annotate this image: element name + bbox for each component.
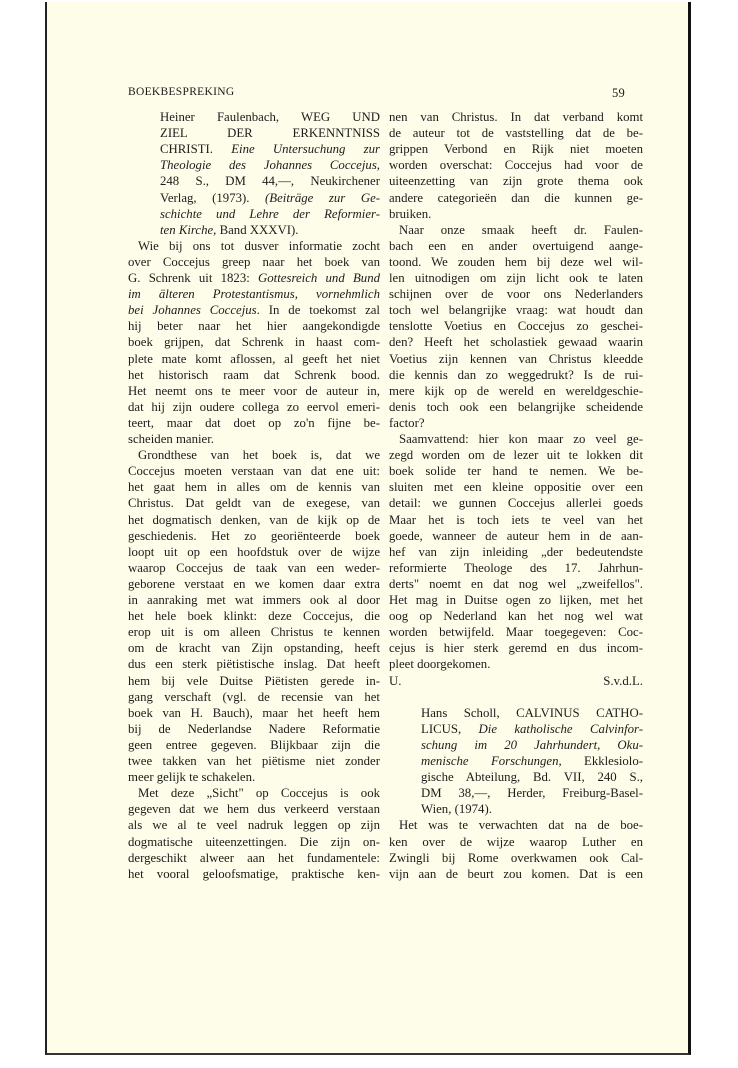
text-line <box>128 673 380 689</box>
text-line <box>128 544 380 560</box>
text-line <box>389 367 643 383</box>
text-line <box>389 270 643 286</box>
text-segment: boek van H. Bauch), maar het heeft hem <box>128 705 380 720</box>
text-line <box>389 656 643 672</box>
text-segment: vijn aan de beurt zou komen. Dat is een <box>389 866 643 881</box>
text-line <box>128 656 380 672</box>
italic-title-segment: ten Kirche, <box>160 222 217 237</box>
text-segment: plete mate komt aflossen, al geeft het niet <box>128 351 380 366</box>
citation-line <box>160 157 380 173</box>
text-segment: het historisch raam dat Schrenk bood. <box>128 367 380 382</box>
text-line <box>389 817 643 833</box>
text-segment: mere kijk op de wereld en wereldgeschie- <box>389 383 643 398</box>
citation-line <box>160 190 380 206</box>
text-line <box>389 560 643 576</box>
text-segment: gang verschaft (vgl. de recensie van het <box>128 689 380 704</box>
text-segment: uiteenzetting van zijn grote thema ook <box>389 174 643 189</box>
text-segment: die kennis dan zo weggedrukt? Is de rui- <box>389 367 643 382</box>
text-line <box>128 270 380 286</box>
text-segment: teert, maar dat doet op zo'n fijne be- <box>128 415 380 430</box>
citation-line <box>421 785 643 801</box>
text-line <box>128 866 380 882</box>
text-line <box>389 334 643 350</box>
text-segment: gegeven dat we hem dus verkeerd verstaan <box>128 802 380 817</box>
text-line <box>389 125 643 141</box>
text-segment: bij de Nederlandse Nadere Reformatie <box>128 721 380 736</box>
text-line <box>389 222 643 238</box>
italic-title-segment: menische Forschungen, <box>421 754 562 768</box>
text-line <box>128 367 380 383</box>
text-line <box>389 576 643 592</box>
page-number: 59 <box>612 86 626 100</box>
text-line <box>128 463 380 479</box>
text-line <box>389 302 643 318</box>
text-line <box>128 528 380 544</box>
citation-line <box>421 705 643 721</box>
text-line <box>128 689 380 705</box>
text-segment: boek solide ter hand te nemen. We be- <box>389 464 643 479</box>
running-title: BOEKBESPREKING <box>128 86 235 98</box>
italic-title-segment: schichte und Lehre der Reformier- <box>160 206 380 221</box>
text-line <box>389 157 643 173</box>
text-segment: in aanraking met wat immers ook al door <box>128 593 380 607</box>
text-line <box>128 318 380 334</box>
text-segment: hef van zijn inleiding „der bedeutendste <box>389 544 643 559</box>
text-segment: Coccejus moeten verstaan van dat ene uit: <box>128 464 380 479</box>
citation-line <box>160 109 380 125</box>
text-segment: . In de toekomst zal <box>256 303 380 318</box>
text-segment: Christus. Dat geldt van de exegese, van <box>128 496 380 511</box>
text-segment: meer gelijk te schakelen. <box>128 770 256 785</box>
citation-line <box>421 753 643 769</box>
citation-line <box>421 801 643 817</box>
text-segment: CHRISTI. <box>160 142 232 157</box>
text-line <box>128 399 380 415</box>
text-segment: over Coccejus greep naar het boek van <box>128 254 380 269</box>
text-line <box>389 608 643 624</box>
text-segment: Ekklesiolo- <box>561 754 643 768</box>
text-segment: bach een en ander overtuigend aange- <box>389 238 643 253</box>
text-segment: Zwingli bij Rome overkwamen ook Cal- <box>389 850 643 865</box>
text-line <box>389 479 643 495</box>
text-line <box>389 254 643 270</box>
text-segment: als we al te veel nadruk leggen op zijn <box>128 818 380 833</box>
text-segment: factor? <box>389 415 425 430</box>
text-segment: detail: we gunnen Coccejus allerlei goeds <box>389 496 643 511</box>
italic-title-segment: schung im 20 Jahrhundert, Oku- <box>421 737 643 752</box>
text-line <box>389 286 643 302</box>
text-line <box>128 834 380 850</box>
text-segment: hem bij vele Duitse Piëtisten gerede in- <box>128 673 380 688</box>
text-line <box>128 576 380 592</box>
text-segment: worden overschat: Coccejus had voor de <box>389 158 643 173</box>
text-segment: Wie bij ons tot dusver informatie zocht <box>138 238 380 253</box>
citation-line <box>160 173 380 189</box>
text-line <box>389 415 643 431</box>
text-segment: worden betwijfeld. Maar toegegeven: Coc- <box>389 625 643 640</box>
text-line <box>128 592 380 608</box>
text-line <box>128 721 380 737</box>
text-line <box>128 769 380 785</box>
text-line <box>389 238 643 254</box>
text-segment: sluiten met een kleine oppositie over een <box>389 480 643 495</box>
text-segment: dat hij zijn oudere collega zo eervol emeri- <box>128 399 380 414</box>
text-segment: toch wel belangrijke vraag: wat houdt dan <box>389 303 643 318</box>
citation-line <box>421 737 643 753</box>
text-segment: het hele boek klinkt: deze Coccejus, die <box>128 609 380 624</box>
text-segment: het dogmatisch denken, van de kijk op de <box>128 512 380 527</box>
text-line <box>389 463 643 479</box>
text-line <box>389 190 643 206</box>
text-line <box>389 447 643 463</box>
text-line <box>128 850 380 866</box>
text-segment: geborene verstaat en we komen daar extra <box>128 576 380 591</box>
italic-title-segment: Theologie des Johannes Coccejus, <box>160 158 380 173</box>
text-segment: Saamvattend: hier kon maar zo veel ge- <box>399 432 643 446</box>
text-segment: Het neemt ons te meer voor de auteur in, <box>128 383 380 398</box>
text-segment: Band XXXVI). <box>216 222 299 237</box>
text-segment: waarop Coccejus de taak van een weder- <box>128 560 380 575</box>
text-line <box>128 415 380 431</box>
text-line <box>128 383 380 399</box>
text-line <box>128 785 380 801</box>
text-line <box>128 753 380 769</box>
text-segment: twee takken van het piëtisme niet zonder <box>128 754 380 768</box>
text-line <box>128 334 380 350</box>
text-segment: oog op Nederland kan het nog wel wat <box>389 609 643 624</box>
text-segment: nen van Christus. In dat verband komt <box>389 110 643 124</box>
text-line <box>128 495 380 511</box>
text-line <box>128 479 380 495</box>
text-segment: schijnen over de voor ons Nederlanders <box>389 287 643 302</box>
text-line <box>389 206 643 222</box>
text-line <box>128 608 380 624</box>
text-line <box>128 640 380 656</box>
text-segment: toond. We zouden hem bij deze wel wil- <box>389 254 643 269</box>
text-segment: om de kracht van Zijn opstanding, heeft <box>128 641 380 656</box>
text-segment: tenslotte Voetius en Coccejus zo geschei- <box>389 319 643 334</box>
text-segment: Het mag in Duitse ogen zo lijken, met het <box>389 593 643 607</box>
text-segment: Heiner Faulenbach, WEG UND <box>160 110 380 124</box>
text-segment: LICUS, <box>421 721 479 736</box>
text-line <box>128 351 380 367</box>
text-segment: den? Heeft het scholastiek gewaad waarin <box>389 335 643 350</box>
italic-title-segment: Eine Untersuchung zur <box>231 142 381 157</box>
text-line <box>128 512 380 528</box>
text-segment: reformierte Theologe des 17. Jahrhun- <box>389 560 643 575</box>
text-line <box>128 238 380 254</box>
text-line <box>389 431 643 447</box>
citation-line <box>160 222 380 238</box>
text-segment: Hans Scholl, CALVINUS CATHO- <box>421 705 643 720</box>
text-segment: scheiden manier. <box>128 432 214 446</box>
text-line <box>389 495 643 511</box>
text-segment: dergeschikt alweer aan het fundamentele: <box>128 850 380 865</box>
text-line <box>128 447 380 463</box>
text-line <box>128 817 380 833</box>
text-line <box>128 302 380 318</box>
text-line <box>389 141 643 157</box>
text-segment: derts" noemt en dat nog wel „zweifellos". <box>389 576 643 591</box>
text-line <box>389 850 643 866</box>
text-line <box>128 560 380 576</box>
text-segment: goede, wanneer de auteur hem in de aan- <box>389 528 643 543</box>
text-line <box>389 351 643 367</box>
text-line <box>389 866 643 882</box>
text-segment: ken over de wijze waarop Luther en <box>389 834 643 849</box>
text-segment: bruiken. <box>389 206 432 221</box>
text-segment: gische Abteilung, Bd. VII, 240 S., <box>421 770 643 785</box>
citation-line <box>160 141 380 157</box>
text-line <box>128 801 380 817</box>
text-line <box>389 109 643 125</box>
text-segment: len uitnodigen om zijn licht ook te laten <box>389 271 643 285</box>
signature-initials: S.v.d.L. <box>603 673 643 688</box>
text-segment: 248 S., DM 44,—, Neukirchener <box>160 174 380 189</box>
italic-title-segment: Die katholische Calvinfor- <box>478 721 644 736</box>
citation-line <box>421 769 643 785</box>
text-line <box>389 383 643 399</box>
text-segment: hij beter naar het hier aangekondigde <box>128 319 380 334</box>
text-line <box>389 544 643 560</box>
text-segment: Naar onze smaak heeft dr. Faulen- <box>399 222 643 237</box>
citation-line <box>160 206 380 222</box>
text-line <box>128 254 380 270</box>
text-segment: denis toch ook een belangrijke scheidende <box>389 399 643 414</box>
text-line <box>389 640 643 656</box>
text-segment: zegd worden om de lezer uit te lokken dit <box>389 448 643 463</box>
text-line <box>389 173 643 189</box>
italic-title-segment: bei Johannes Coccejus <box>128 303 257 318</box>
text-segment: erop uit is om alleen Christus te kennen <box>128 625 380 640</box>
text-line <box>128 624 380 640</box>
citation-line <box>160 125 380 141</box>
italic-title-segment: Gottesreich und Bund <box>258 271 380 285</box>
text-line <box>389 834 643 850</box>
text-line <box>389 528 643 544</box>
text-segment: boek grijpen, dat Schrenk in haast com- <box>128 335 380 350</box>
text-line <box>128 737 380 753</box>
text-line <box>128 431 380 447</box>
text-segment: geschiedenis. Het zo georiënteerde boek <box>128 528 380 543</box>
text-line <box>389 624 643 640</box>
text-segment: Voetius zijn kennen van Christus kleedde <box>389 351 643 366</box>
text-segment: het gaat hem in alles om de kennis van <box>128 480 380 495</box>
text-segment: G. Schrenk uit 1823: <box>128 271 259 285</box>
italic-title-segment: im älteren Protestantismus, vornehmlich <box>128 287 380 302</box>
text-line <box>128 705 380 721</box>
review-signature <box>389 673 643 689</box>
text-segment: pleet doorgekomen. <box>389 657 491 672</box>
text-line <box>389 592 643 608</box>
text-line <box>389 512 643 528</box>
text-segment: dogmatische uiteenzettingen. Die zijn on- <box>128 834 380 849</box>
text-segment: grippen Verbond en Rijk niet moeten <box>389 142 643 157</box>
text-line <box>389 318 643 334</box>
text-segment: Wien, (1974). <box>421 802 492 817</box>
citation-line <box>421 721 643 737</box>
italic-title-segment: (Beiträge zur Ge- <box>265 190 381 205</box>
text-segment: andere categorieën dan die kunnen ge- <box>389 190 643 205</box>
text-line <box>389 399 643 415</box>
text-segment: Maar het is toch iets te veel van het <box>389 512 643 527</box>
text-segment: Grondthese van het boek is, dat we <box>138 448 380 463</box>
text-segment: cejus is hier sterk geremd en dus incom- <box>389 641 643 656</box>
text-segment: ZIEL DER ERKENNTNISS <box>160 126 380 141</box>
text-segment: het vooral geloofsmatige, praktische ken- <box>128 866 380 881</box>
journal-page <box>45 2 691 1055</box>
text-segment: dus een sterk piëtistische inslag. Dat heeft <box>128 657 380 672</box>
text-segment: Verlag, (1973). <box>160 190 266 205</box>
signature-place: U. <box>389 673 402 688</box>
text-segment: DM 38,—, Herder, Freiburg-Basel- <box>421 786 643 801</box>
text-segment: Met deze „Sicht" op Coccejus is ook <box>138 786 380 801</box>
text-segment: de auteur tot de vaststelling dat de be- <box>389 126 643 141</box>
text-line <box>128 286 380 302</box>
text-segment: Het was te verwachten dat na de boe- <box>399 818 643 833</box>
text-segment: loopt uit op een hoofdstuk over de wijze <box>128 544 380 559</box>
text-segment: geen entree gegeven. Blijkbaar zijn die <box>128 737 380 752</box>
